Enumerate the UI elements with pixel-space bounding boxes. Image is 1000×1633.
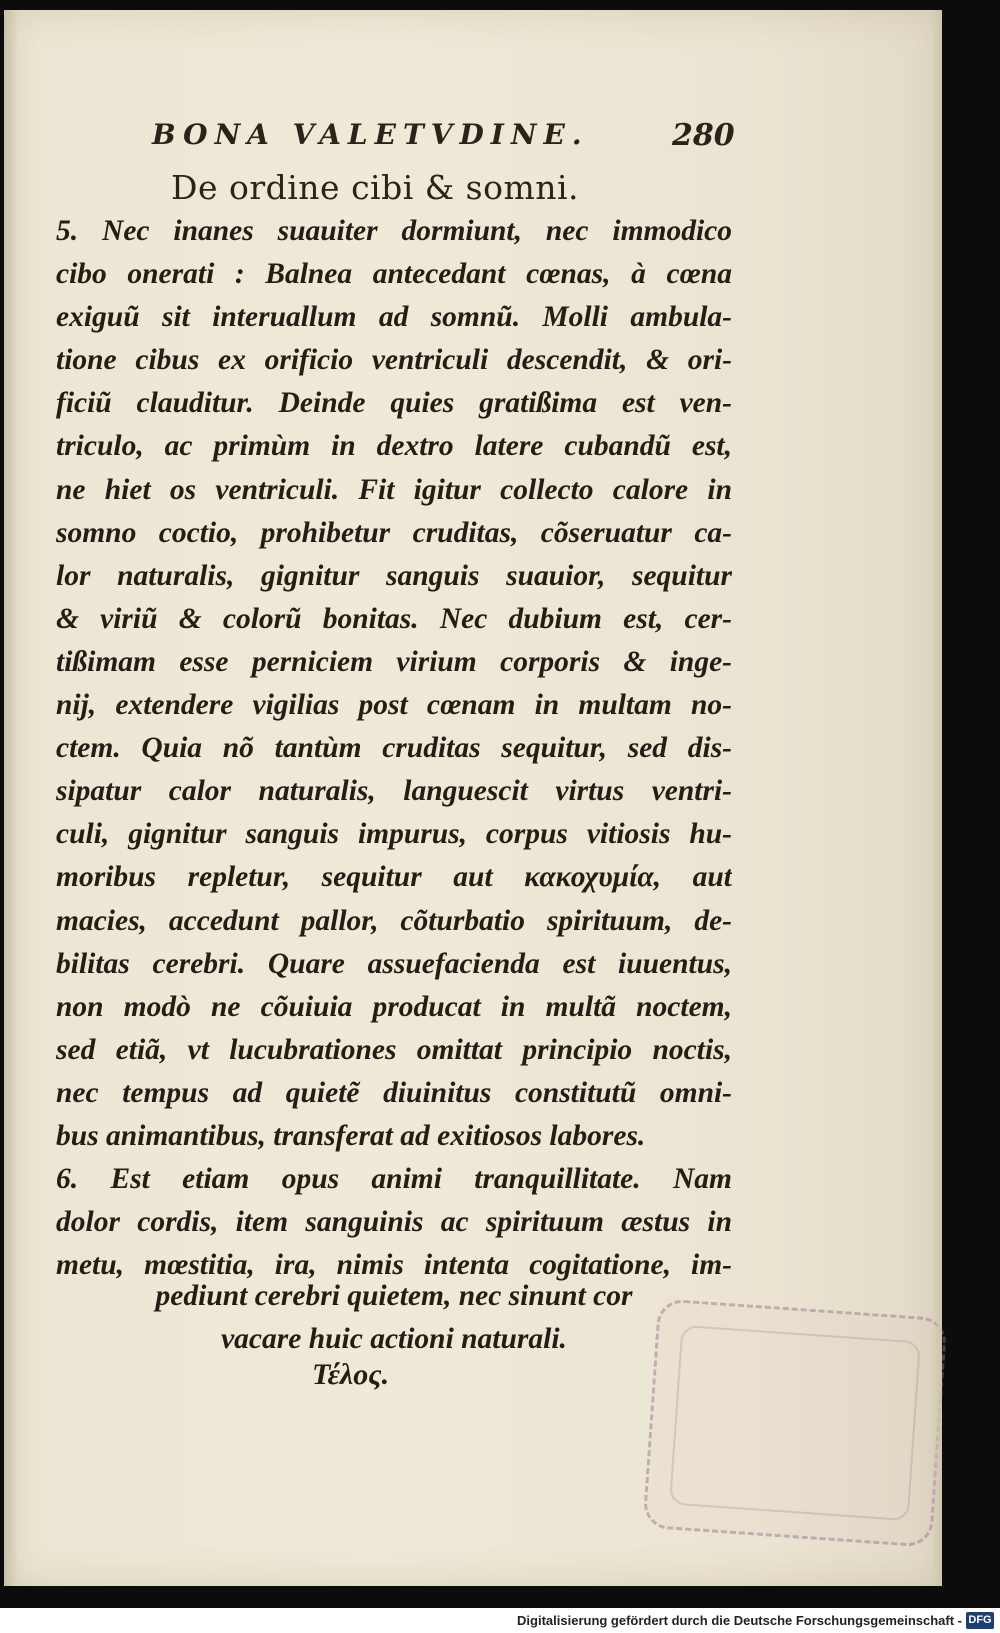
text-line: moribus repletur, sequitur aut κακοχυμία, aut <box>56 861 732 894</box>
text-line: bilitas cerebri. Quare assuefacienda est iuuentus, <box>56 947 732 980</box>
closing-line: vacare huic actioni naturali. <box>221 1323 567 1356</box>
digitization-footer <box>0 1608 1000 1633</box>
book-page <box>4 10 942 1586</box>
closing-text <box>56 1275 732 1361</box>
library-stamp <box>642 1298 947 1548</box>
dfg-logo: DFG <box>966 1612 994 1629</box>
text-line: bus animantibus, transferat ad exitiosos labores. <box>56 1119 646 1152</box>
text-line: nec tempus ad quietẽ diuinitus constitutũ omni- <box>56 1076 732 1109</box>
text-line: cibo onerati : Balnea antecedant cœnas, à cœna <box>56 258 732 291</box>
text-line: dolor cordis, item sanguinis ac spirituum æstus in <box>56 1206 732 1239</box>
text-line: exiguũ sit interuallum ad somnũ. Molli ambula- <box>56 301 732 334</box>
footer-credit: Digitalisierung gefördert durch die Deutsche Forschungsgemeinschaft - <box>517 1613 962 1628</box>
text-line: ctem. Quia nõ tantùm cruditas sequitur, sed dis- <box>56 732 732 765</box>
section-title: De ordine cibi & somni. <box>171 168 580 207</box>
text-line: sed etiã, vt lucubrationes omittat principio noctis, <box>56 1033 732 1066</box>
text-line: lor naturalis, gignitur sanguis suauior, sequitur <box>56 559 732 592</box>
finis-mark: Τέλος. <box>312 1358 390 1391</box>
text-line: 6. Est etiam opus animi tranquillitate. Nam <box>56 1163 732 1196</box>
text-line: ficiũ clauditur. Deinde quies gratißima est ven- <box>56 387 732 420</box>
text-line: & viriũ & colorũ bonitas. Nec dubium est, cer- <box>56 602 732 635</box>
text-line: tione cibus ex orificio ventriculi descendit, & ori- <box>56 344 732 377</box>
text-line: nij, extendere vigilias post cœnam in multam no- <box>56 689 732 722</box>
text-line: metu, mœstitia, ira, nimis intenta cogitatione, im- <box>56 1249 732 1282</box>
text-line: 5. Nec inanes suauiter dormiunt, nec immodico <box>56 215 732 247</box>
text-line: sipatur calor naturalis, languescit virtus ventri- <box>56 775 732 808</box>
page-number: 280 <box>672 118 735 153</box>
text-line: somno coctio, prohibetur cruditas, cõseruatur ca- <box>56 516 732 549</box>
running-head: BONA VALETVDINE. <box>152 118 589 151</box>
text-line: triculo, ac primùm in dextro latere cubandũ est, <box>56 430 732 463</box>
text-line: ne hiet os ventriculi. Fit igitur collecto calore in <box>56 473 732 506</box>
library-stamp-inner-border <box>669 1325 921 1521</box>
closing-line: pediunt cerebri quietem, nec sinunt cor <box>155 1280 633 1312</box>
text-line: non modò ne cõuiuia producat in multã noctem, <box>56 990 732 1023</box>
text-line: culi, gignitur sanguis impurus, corpus vitiosis hu- <box>56 818 732 851</box>
body-text <box>56 210 732 1287</box>
text-line: tißimam esse perniciem virium corporis & inge- <box>56 645 732 678</box>
text-line: macies, accedunt pallor, cõturbatio spirituum, de- <box>56 904 732 937</box>
